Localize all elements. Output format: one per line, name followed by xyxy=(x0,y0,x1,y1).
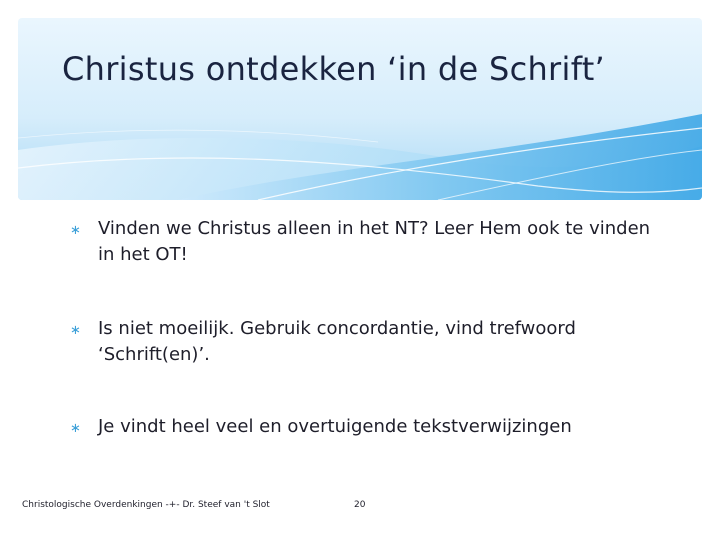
footer-text: Christologische Overdenkingen -+- Dr. Steef van 't Slot xyxy=(22,500,270,510)
bullet-text: Vinden we Christus alleen in het NT? Leer Hem ook te vinden in het OT! xyxy=(98,218,651,265)
bullet-item xyxy=(70,414,670,442)
asterisk-bullet-icon: ∗ xyxy=(70,421,81,436)
slide-title: Christus ontdekken ‘in de Schrift’ xyxy=(62,50,606,88)
page-number: 20 xyxy=(354,500,366,510)
bullet-item xyxy=(70,216,670,268)
asterisk-bullet-icon: ∗ xyxy=(70,223,81,238)
bullet-item xyxy=(70,316,670,368)
bullet-text: Je vindt heel veel en overtuigende tekstverwijzingen xyxy=(98,416,572,437)
header-band xyxy=(18,18,702,200)
header-wave-graphic xyxy=(18,18,702,200)
asterisk-bullet-icon: ∗ xyxy=(70,323,81,338)
bullet-text: Is niet moeilijk. Gebruik concordantie, vind trefwoord ‘Schrift(en)’. xyxy=(98,318,576,365)
